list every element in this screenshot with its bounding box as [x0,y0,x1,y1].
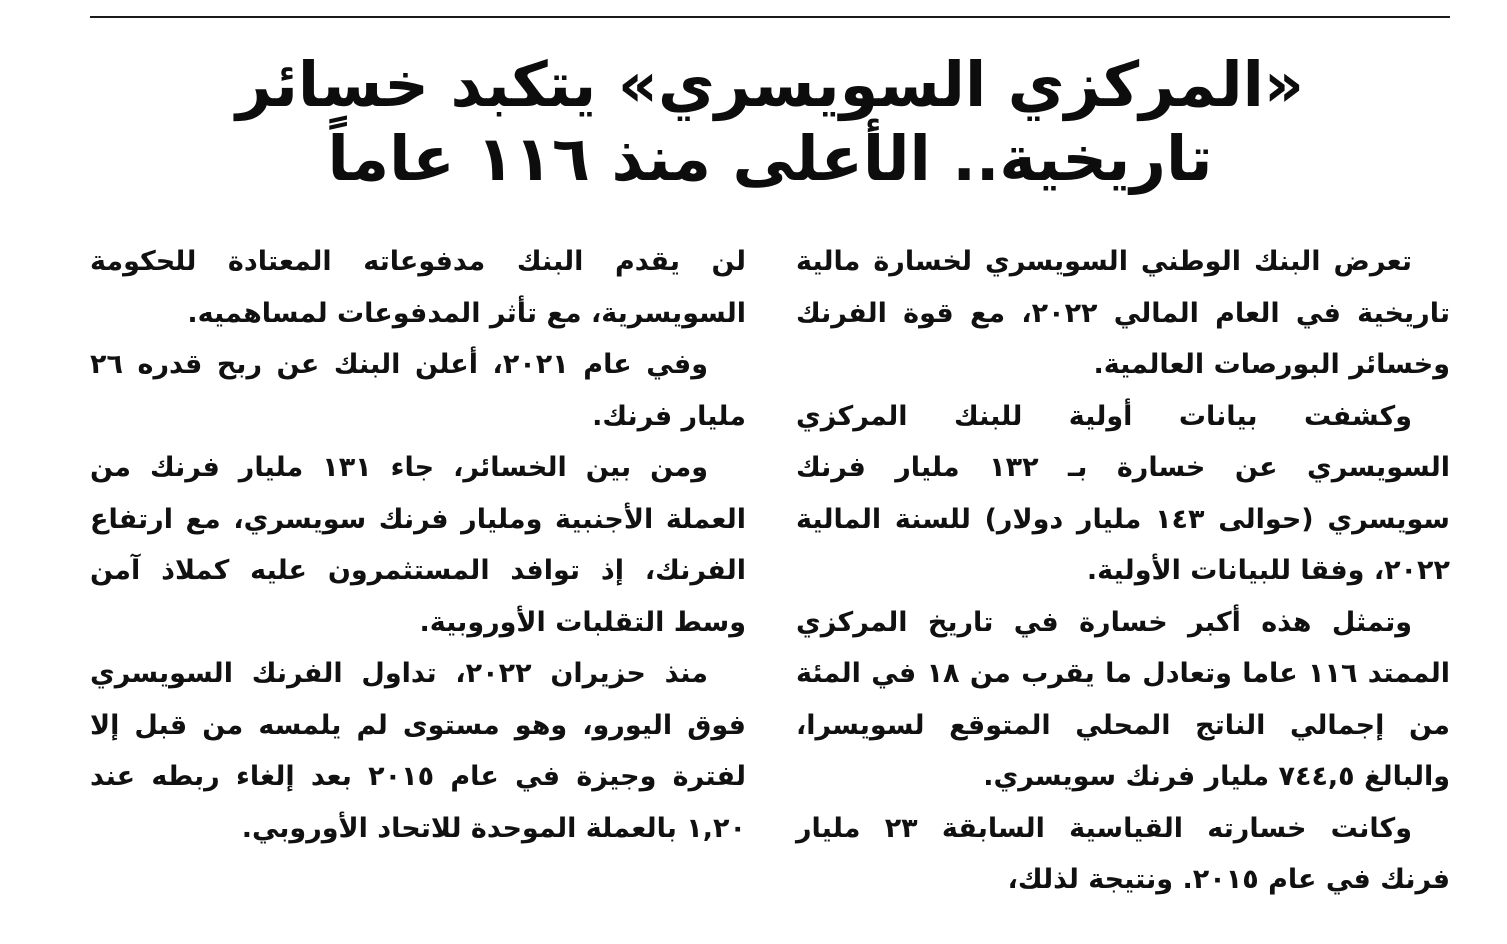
headline-line-2: تاريخية.. الأعلى منذ ١١٦ عاماً [327,122,1213,195]
paragraph: وفي عام ٢٠٢١، أعلن البنك عن ربح قدره ٢٦ مليار فرنك. [90,349,746,432]
paragraph: وكشفت بيانات أولية للبنك المركزي السويسري عن خسارة بـ ١٣٢ مليار فرنك سويسري (حوالى ١٤٣ مليار دولار) للسنة المالية ٢٠٢٢، وفقا للبيانات الأولية. [796,400,1450,586]
paragraph: وكانت خسارته القياسية السابقة ٢٣ مليار فرنك في عام ٢٠١٥. ونتيجة لذلك، [796,812,1450,895]
top-rule [90,16,1450,18]
paragraph: تعرض البنك الوطني السويسري لخسارة مالية تاريخية في العام المالي ٢٠٢٢، مع قوة الفرنك وخسائر البورصات العالمية. [796,246,1450,380]
article-column-left [90,236,746,854]
article-column-right [796,236,1450,906]
paragraph: منذ حزيران ٢٠٢٢، تداول الفرنك السويسري فوق اليورو، وهو مستوى لم يلمسه من قبل إلا لفترة وجيزة في عام ٢٠١٥ بعد إلغاء ربطه عند ١,٢٠ بالعملة الموحدة للاتحاد الأوروبي. [90,658,746,844]
paragraph: وتمثل هذه أكبر خسارة في تاريخ المركزي الممتد ١١٦ عاما وتعادل ما يقرب من ١٨ في المئة من إجمالي الناتج المحلي المتوقع لسويسرا، والبالغ ٧٤٤,٥ مليار فرنك سويسري. [796,606,1450,792]
paragraph: ومن بين الخسائر، جاء ١٣١ مليار فرنك من العملة الأجنبية ومليار فرنك سويسري، مع ارتفاع الفرنك، إذ توافد المستثمرون عليه كملاذ آمن وسط التقلبات الأوروبية. [90,452,746,638]
article-headline [100,48,1440,196]
paragraph-continued: لن يقدم البنك مدفوعاته المعتادة للحكومة السويسرية، مع تأثر المدفوعات لمساهميه. [90,246,746,329]
headline-line-1: «المركزي السويسري» يتكبد خسائر [236,48,1304,121]
